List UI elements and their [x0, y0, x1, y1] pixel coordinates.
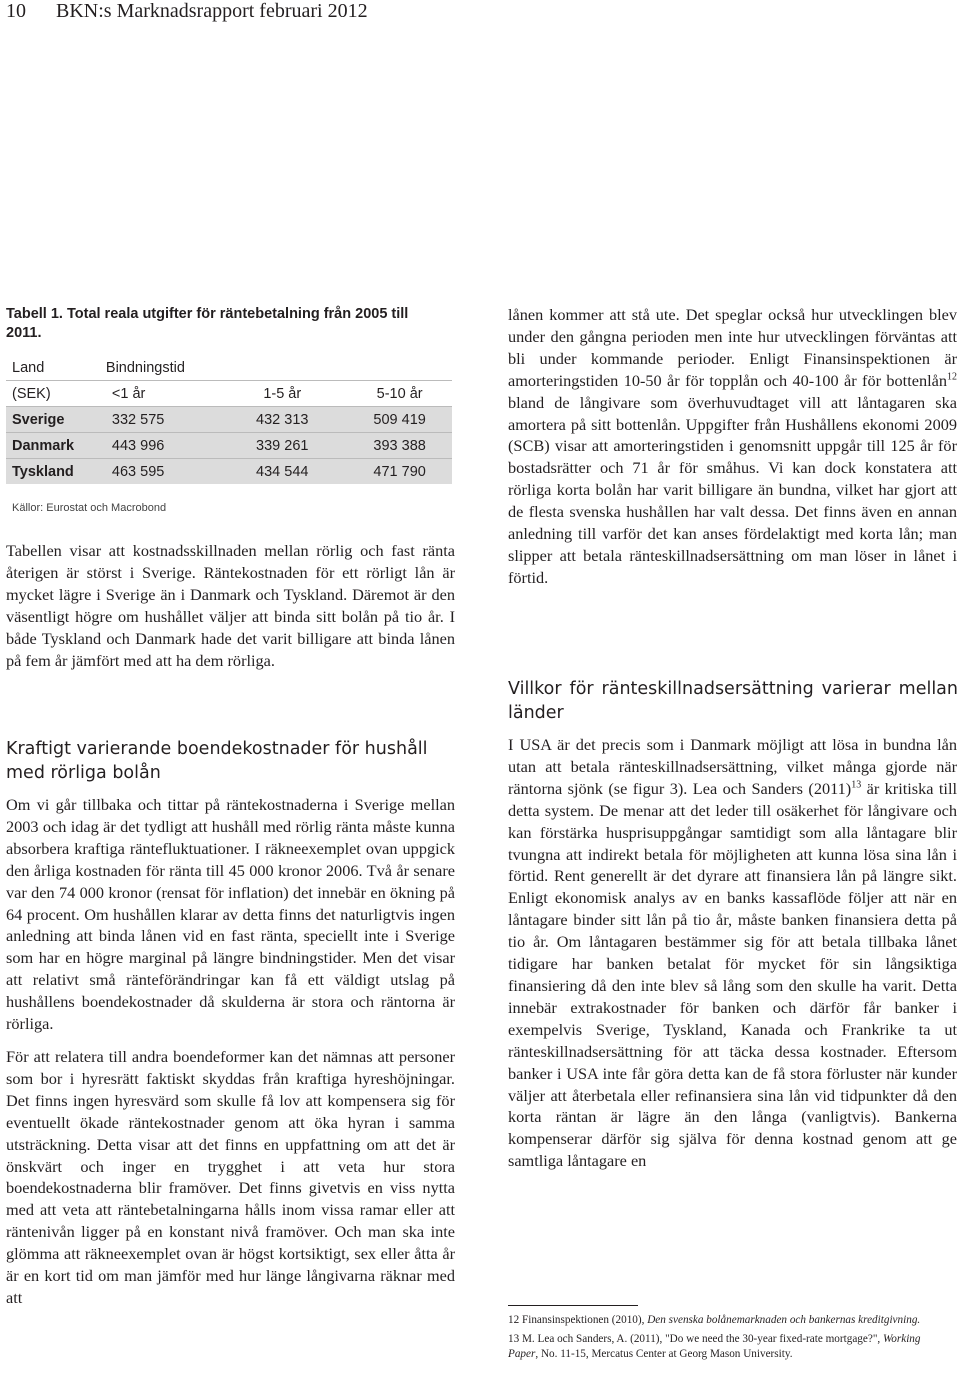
table-cell: 463 595 — [106, 459, 217, 485]
intro-paragraph: Tabellen visar att kostnadsskillnaden mellan rörlig och fast ränta återigen är störst i Sverige. Räntekostnaden för ett rörligt lån är mycket lägre i Sverige än i Danmark och Tyskland. Däremot är den väsentligt högre om hushållet väljer att binda sitt bolån på tio år. I både Tyskland och Danmark hade det varit billigare att binda lånen på fem år jämfört med att ha dem rörliga. — [6, 541, 455, 670]
table-header-cell: Land — [12, 359, 45, 376]
body-paragraph: För att relatera till andra boendeformer kan det nämnas att personer som bor i hyresrätt faktiskt skyddas från kraftiga hyreshöjningar. Det finns ingen hyresvärd som skulle få lov att kompensera sig för eventuellt ökade räntekostnader genom att öka hyran i samma utsträckning. Detta visar att det finns en uppfattning om att det är önskvärt och inger en trygghet i att veta hur stora boendekostnaderna blir framöver. Det finns givetvis en viss nytta med att veta att räntebetalningarna hålls inom vissa ramar eller att räntenivån ligger på en konstant nivå framöver. Och man ska inte glömma att räkneexemplet ovan är högst kortsiktigt, sex eller åtta år är en kort tid om man jämför med hur länge långivarna räknar med att — [6, 1046, 455, 1307]
footnote-13: 13 M. Lea och Sanders, A. (2011), "Do we need the 30-year fixed-rate mortgage?", Working Paper, No. 11-15, Mercatus Center at Georg Mason University. — [508, 1333, 921, 1360]
table-cell: 332 575 — [106, 407, 217, 433]
publication-title: BKN:s Marknadsrapport februari 2012 — [56, 0, 368, 22]
table-cell: 443 996 — [106, 433, 217, 459]
table-row — [6, 433, 452, 459]
left-body — [6, 794, 455, 1309]
table-cell: Danmark — [6, 433, 106, 459]
table-header-row — [6, 355, 452, 381]
section-heading-right: Villkor för ränteskillnadsersättning varierar mellan länder — [508, 679, 958, 723]
table-cell: 471 790 — [347, 459, 452, 485]
page-header — [6, 0, 368, 23]
table-header-cell — [347, 355, 452, 381]
section-heading-left: Kraftigt varierande boendekostnader för hushåll med rörliga bolån — [6, 739, 428, 783]
table-row — [6, 459, 452, 485]
table-cell: 432 313 — [217, 407, 347, 433]
body-paragraph: I USA är det precis som i Danmark möjligt att lösa in bundna lån utan att betala ränteskillnadsersättning, vilket många gjorde när räntorna sjönk (se figur 3). Lea och Sanders $(2011)^{13}$ är kritiska till detta system. De menar att det leder till osäkerhet för långivare och kan förstärka husprisuppgångar samtidigt som alla låntagare blir tvungna att indirekt betala för möjligheten att kunna lösa sina lån i förtid. Rent generellt är det dyrare att finansiera lån på längre sikt. Enligt ekonomisk analys av en banks kassaflöde följer att när en låntagare binder sitt lån på tio år, måste banken finansiera detta på tio år. Om låntagaren bestämmer sig för att betala tillbaka lånet tidigare har banken betalat för mycket för sin långsiktiga finansiering då den inte blev så lång som den skulle ha varit. Detta innebär extrakostnader för banken och därför får banker i exempelvis Sverige, Tyskland, Kanada och Frankrike ta ut ränteskillnadsersättning för att täcka dessa kostnader. Eftersom banker i USA inte får göra detta kan de få stora förluster när kunder väljer att återbetala eller refinansiera sina lån vid tidpunkter då den korta räntan är lägre än den långa (vanligtvis). Bankerna kompenserar därför sig själva för denna kostnad genom att ge samtliga låntagare en — [508, 735, 957, 1171]
body-paragraph: lånen kommer att stå ute. Det speglar också hur utvecklingen blev under den gångna perioden men inte hur utvecklingen förväntas att bli under kommande perioder. Enligt Finansinspektionen är amorteringstiden 10-50 år för topplån och 40-100 år för bottenlån$^{12}$ bland de långivare som överhuvudtaget vill att låntagaren ska amortera på sitt bottenlån. Uppgifter från Hushållens ekonomi 2009 (SCB) visar att amorteringstiden i genomsnitt uppgår till 125 år för bostadsrätter och 71 år för småhus. Vi kan dock konstatera att rörliga korta bolån har varit billigare än bundna, vilket har gjort att de flesta svenska hushållen har valt dessa. Det finns även en annan anledning till varför det kan anses fördelaktigt med korta lån; man slipper att betala ränteskillnadsersättning om man löser in lånet i förtid. — [508, 305, 957, 587]
table-header-cell: 5-10 år — [347, 381, 452, 407]
table-header-cell: 1-5 år — [217, 381, 347, 407]
body-paragraph: Om vi går tillbaka och tittar på räntekostnaderna i Sverige mellan 2003 och idag är det tydligt att hushåll med rörlig ränta måste kunna absorbera kraftiga räntefluktuationer. I räkneexemplet ovan uppgick den årliga kostnaden för ränta till 45 000 kronor 2006. Två år senare var den 74 000 kronor (rensat för inflation) det innebär en ökning på 64 procent. Om hushållen klarar av detta finns det naturligtvis ingen anledning att binda lånen vid en fast ränta, speciellt inte i Sverige som har en högre marginal på längre bindningstider. Men det visar att relativt små ränteförändringar kan få ett väldigt utslag på hushållens boendekostnader då skulderna är stora och räntorna är rörliga. — [6, 795, 455, 1034]
footnote-12: 12 Finansinspektionen (2010), Den svenska bolånemarknaden och bankernas kreditgivning. — [508, 1314, 921, 1326]
table-header-cell: Bindningstid — [105, 359, 185, 376]
footnote-ref[interactable]: 13 — [851, 779, 862, 791]
table-cell: 509 419 — [347, 407, 452, 433]
table-cell: 434 544 — [217, 459, 347, 485]
table-cell: 339 261 — [217, 433, 347, 459]
page-number: 10 — [6, 0, 26, 22]
footnote-ref[interactable]: 12 — [947, 371, 957, 383]
cost-table — [6, 355, 452, 484]
right-body-top — [508, 304, 957, 589]
table-cell: Sverige — [6, 407, 106, 433]
table-source: Källor: Eurostat och Macrobond — [12, 502, 167, 514]
footnotes — [508, 1313, 938, 1361]
footnote-divider — [508, 1305, 638, 1306]
table-header-cell: <1 år — [106, 381, 217, 407]
table-cell: Tyskland — [6, 459, 106, 485]
table-row — [6, 407, 452, 433]
table-header-cell: (SEK) — [6, 381, 106, 407]
right-body — [508, 734, 957, 1172]
table-cell: 393 388 — [347, 433, 452, 459]
table-caption: Tabell 1. Total reala utgifter för räntebetalning från 2005 till 2011. — [6, 306, 409, 341]
left-intro — [6, 540, 455, 671]
table-header-row — [6, 381, 452, 407]
